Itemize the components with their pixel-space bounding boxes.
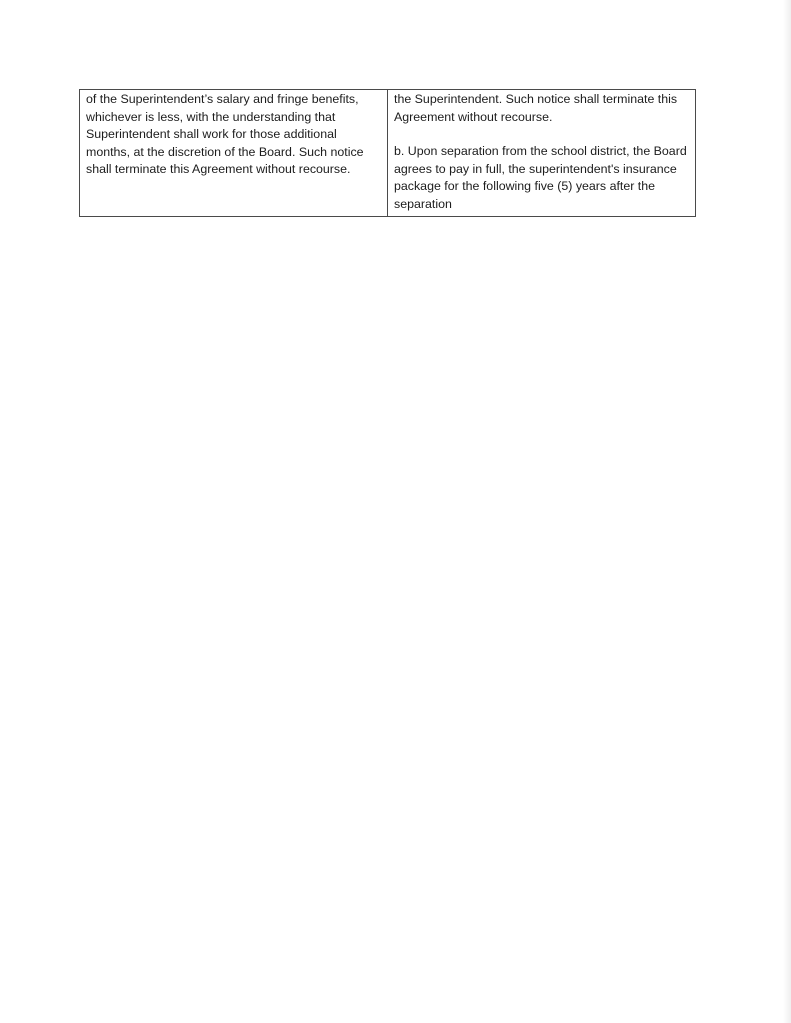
right-cell-paragraph-1: the Superintendent. Such notice shall terminate this Agreement without recourse. bbox=[394, 92, 678, 124]
table-row bbox=[80, 90, 696, 217]
right-cell bbox=[388, 90, 696, 217]
left-cell bbox=[80, 90, 388, 217]
contract-comparison-table bbox=[79, 89, 696, 217]
right-cell-paragraph-2: b. Upon separation from the school district, the Board agrees to pay in full, the superintendent's insurance package for the following five (5) years after the separation bbox=[394, 144, 687, 211]
left-cell-paragraph-1: of the Superintendent’s salary and fringe benefits, whichever is less, with the understanding that Superintendent shall work for those additional months, at the discretion of the Board. Such notice shall terminate this Agreement without recourse. bbox=[86, 92, 364, 177]
scan-edge-shadow bbox=[783, 0, 791, 1023]
